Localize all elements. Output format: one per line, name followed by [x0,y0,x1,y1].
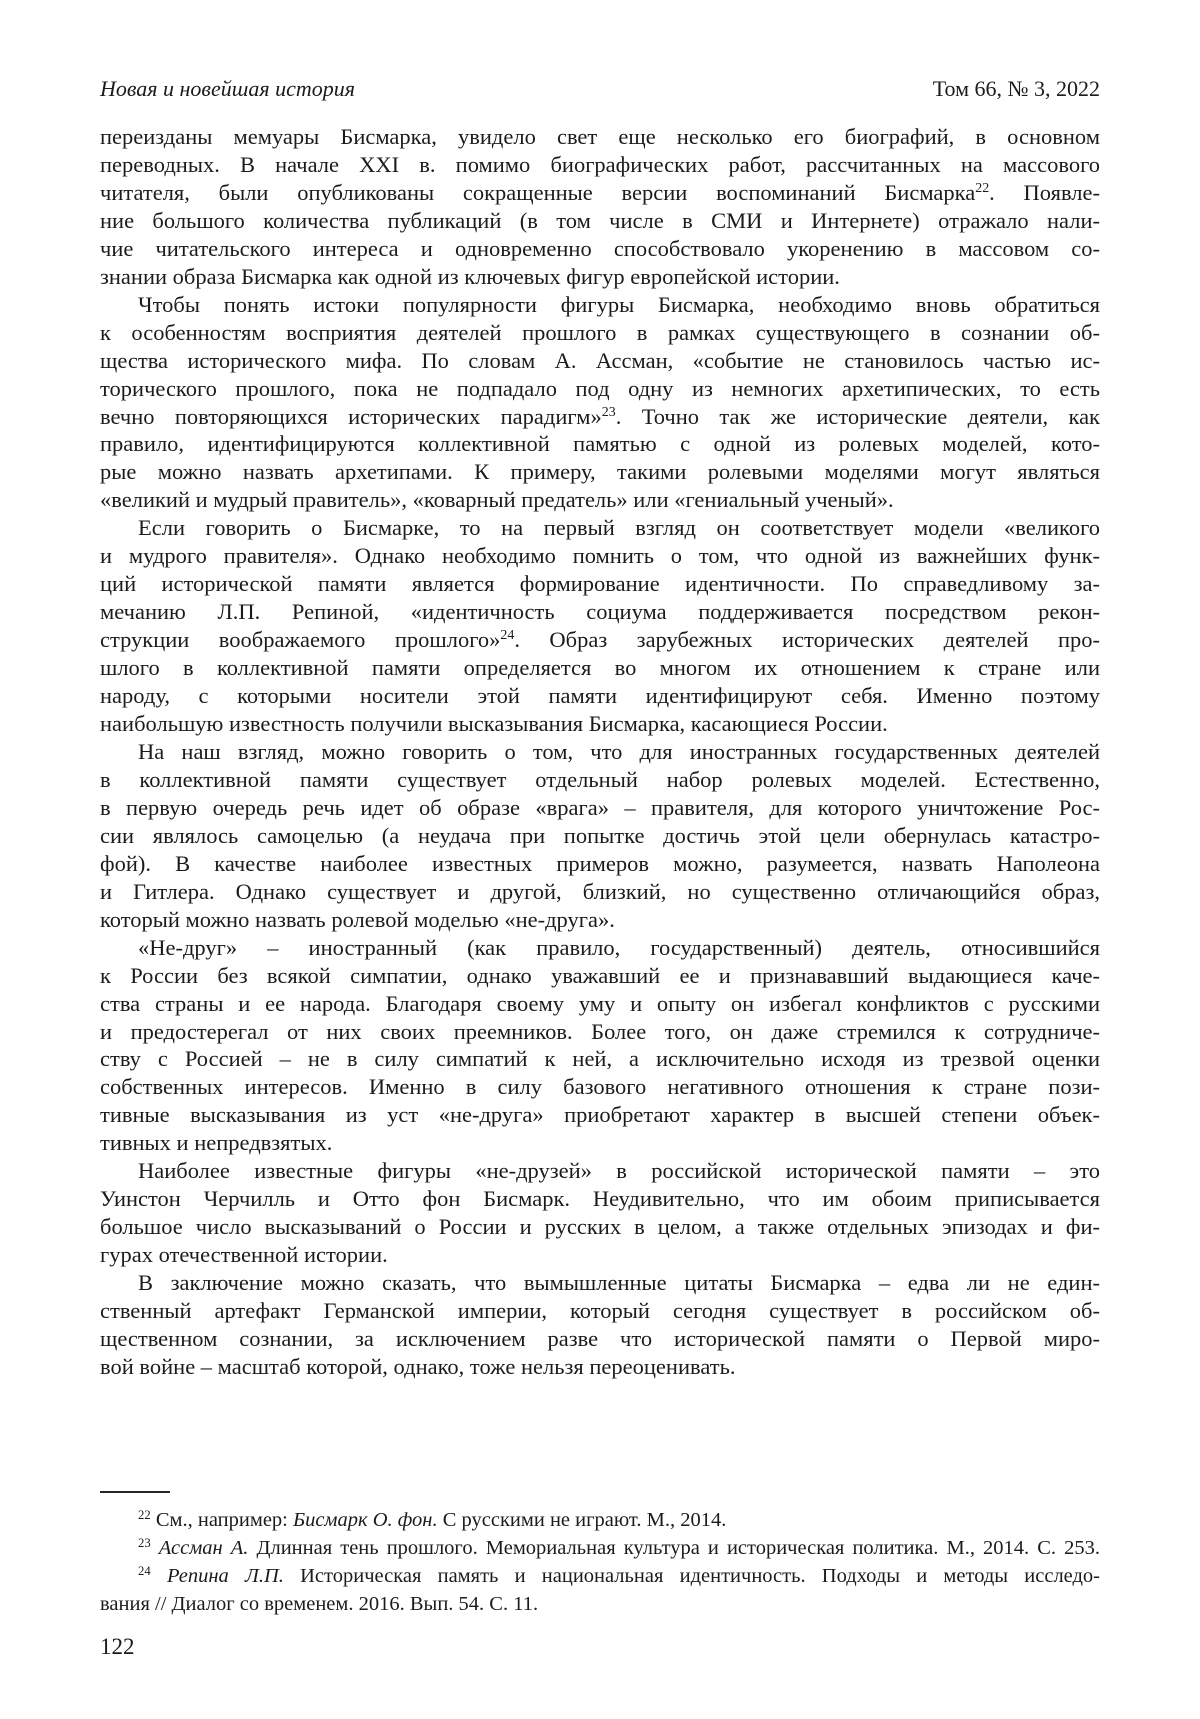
text-line: переводных. В начале XXI в. помимо биографических работ, рассчитанных на массового [100,151,1100,177]
text-line: рые можно назвать архетипами. К примеру, такими ролевыми моделями могут являться [100,459,1100,485]
text-line: Наиболее известные фигуры «не-друзей» в российской исторической памяти – это [138,1158,1100,1184]
text-line: и мудрого правителя». Однако необходимо помнить о том, что одной из важнейших функ- [100,543,1100,569]
text-line: который можно назвать ролевой моделью «не-друга». [100,906,615,932]
text-line: «великий и мудрый правитель», «коварный предатель» или «гениальный ученый». [100,487,894,513]
text-line: переизданы мемуары Бисмарка, увидело свет еще несколько его биографий, в основном [100,124,1100,149]
footnote-line: вания // Диалог со временем. 2016. Вып. 54. С. 11. [100,1593,539,1615]
text-line: к особенностям восприятия деятелей прошлого в рамках существующего в сознании об- [100,319,1100,345]
article-body [100,123,1100,1381]
footnote-separator [100,1491,170,1493]
text-line: знании образа Бисмарка как одной из ключевых фигур европейской истории. [100,263,840,289]
text-line: правило, идентифицируются коллективной памятью с одной из ролевых моделей, кото- [100,431,1100,457]
text-line: сии являлось самоцелью (а неудача при попытке достичь этой цели обернулась катастро- [100,822,1100,848]
text-line: собственных интересов. Именно в силу базового негативного отношения к стране пози- [100,1074,1100,1100]
text-line: чие читательского интереса и одновременно способствовало укоренению в массовом со- [100,235,1100,261]
text-line: гурах отечественной истории. [100,1242,388,1268]
text-line: струкции воображаемого прошлого»$^{24}$. Образ зарубежных исторических деятелей про- [100,627,1100,653]
text-line: в коллективной памяти существует отдельный набор ролевых моделей. Естественно, [100,766,1100,792]
text-line: ние большого количества публикаций (в том числе в СМИ и Интернете) отражало нали- [100,207,1100,233]
text-line: «Не-друг» – иностранный (как правило, государственный) деятель, относившийся [138,934,1100,960]
text-line: ству с Россией – не в силу симпатий к ней, а исключительно исходя из трезвой оценки [100,1046,1100,1072]
text-line: ций исторической памяти является формирование идентичности. По справедливому за- [100,571,1100,597]
text-line: и предостерегал от них своих преемников. Более того, он даже стремился к сотрудниче- [100,1018,1100,1044]
text-line: и Гитлера. Однако существует и другой, близкий, но существенно отличающийся образ, [100,878,1100,904]
text-line: ственный артефакт Германской империи, который сегодня существует в российском об- [100,1298,1100,1324]
journal-title: Новая и новейшая история [100,76,355,101]
text-line: мечанию Л.П. Репиной, «идентичность социума поддерживается посредством рекон- [100,599,1100,625]
text-line: большое число высказываний о России и русских в целом, а также отдельных эпизодах и фи- [100,1214,1100,1240]
text-line: щества исторического мифа. По словам А. Ассман, «событие не становилось частью ис- [100,347,1100,373]
text-line: читателя, были опубликованы сокращенные версии воспоминаний Бисмарка$^{22}$. Появле- [100,179,1100,205]
text-line: Чтобы понять истоки популярности фигуры Бисмарка, необходимо вновь обратиться [138,291,1100,317]
text-line: тивные высказывания из уст «не-друга» приобретают характер в высшей степени объек- [100,1102,1100,1128]
text-line: На наш взгляд, можно говорить о том, что для иностранных государственных деятелей [138,738,1100,764]
text-line: в первую очередь речь идет об образе «врага» – правителя, для которого уничтожение Рос- [100,794,1100,820]
text-line: народу, с которыми носители этой памяти идентифицируют себя. Именно поэтому [100,683,1100,709]
text-line: В заключение можно сказать, что вымышленные цитаты Бисмарка – едва ли не един- [138,1270,1100,1296]
text-line: к России без всякой симпатии, однако уважавший ее и признававший выдающиеся каче- [100,962,1100,988]
page-number: 122 [100,1634,135,1659]
text-line: щественном сознании, за исключением разве что исторической памяти о Первой миро- [100,1325,1100,1351]
text-line: вечно повторяющихся исторических парадигм»$^{23}$. Точно так же исторические деятели, как [100,403,1100,429]
text-line: Уинстон Черчилль и Отто фон Бисмарк. Неудивительно, что им обоим приписывается [100,1186,1100,1212]
text-line: фой). В качестве наиболее известных примеров можно, разумеется, назвать Наполеона [100,850,1100,876]
running-head [100,76,1100,102]
text-line: тивных и непредвзятых. [100,1130,333,1156]
footnote-line: $^{24}$ Репина Л.П. Историческая память и национальная идентичность. Подходы и методы исследо- [138,1564,1101,1587]
text-line: наибольшую известность получили высказывания Бисмарка, касающиеся России. [100,711,888,737]
footnotes [100,1506,1100,1618]
text-line: шлого в коллективной памяти определяется во многом их отношением к стране или [100,655,1100,681]
footnote-line: $^{22}$ См., например: Бисмарк О. фон. С русскими не играют. М., 2014. [138,1508,727,1531]
text-line: Если говорить о Бисмарке, то на первый взгляд он соответствует модели «великого [138,515,1100,541]
text-line: торического прошлого, пока не подпадало под одну из немногих архетипических, то есть [100,375,1100,401]
footnote-line: $^{23}$ Ассман А. Длинная тень прошлого. Мемориальная культура и историческая политика. М., 2014. С. 253. [138,1536,1100,1559]
text-line: вой войне – масштаб которой, однако, тоже нельзя переоценивать. [100,1353,736,1379]
issue-info: Том 66, № 3, 2022 [932,76,1100,101]
text-line: ства страны и ее народа. Благодаря своему уму и опыту он избегал конфликтов с русскими [100,990,1100,1016]
